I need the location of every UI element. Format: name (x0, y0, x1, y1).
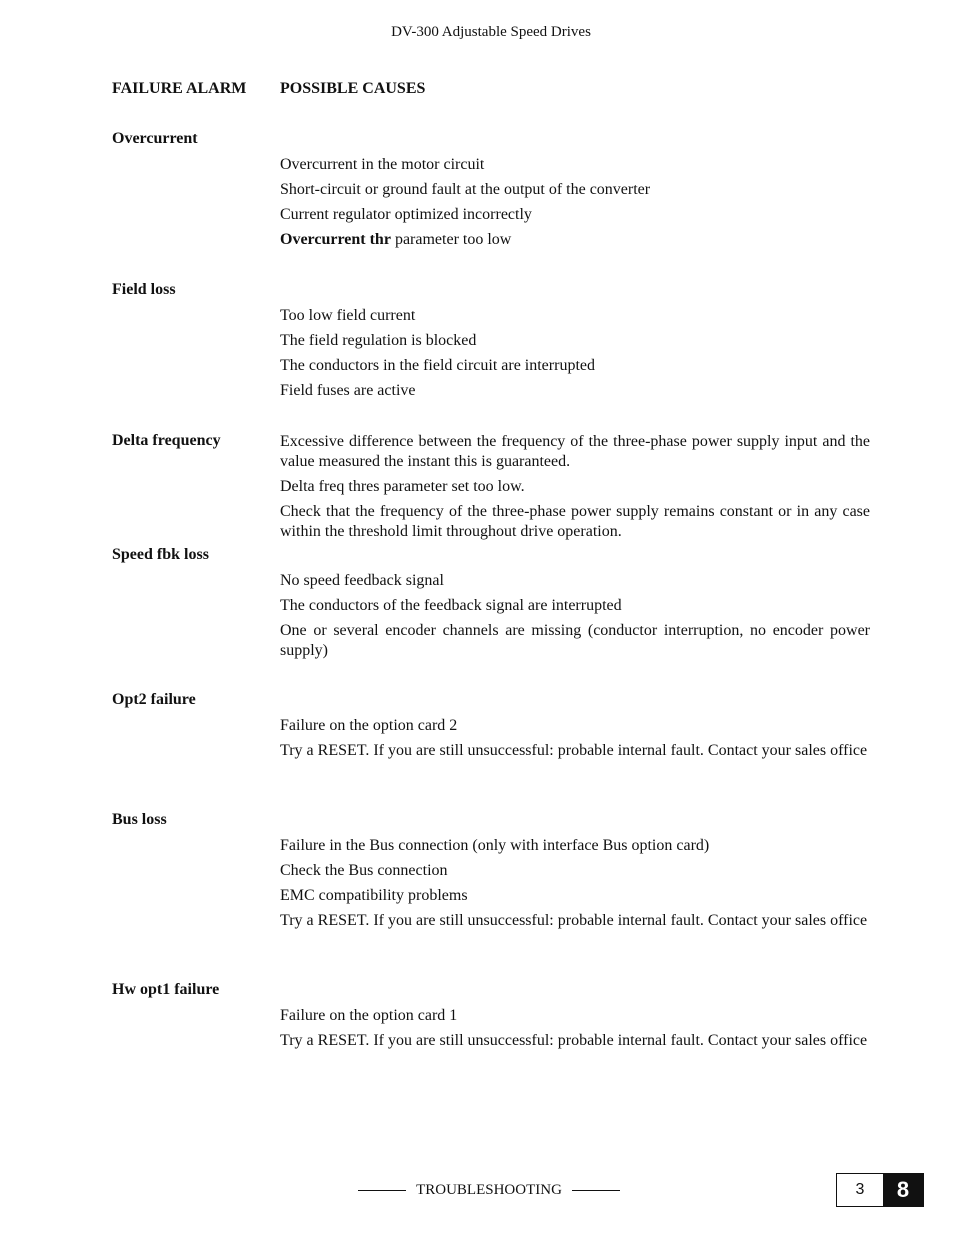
cause-item: Failure in the Bus connection (only with interface Bus option card) (280, 837, 710, 854)
cause-item: The conductors of the feedback signal are interrupted (280, 597, 622, 614)
alarm-name: Speed fbk loss (112, 546, 209, 563)
column-header-failure-alarm: FAILURE ALARM (112, 80, 247, 97)
alarm-name: Overcurrent (112, 130, 198, 147)
alarm-name: Bus loss (112, 811, 167, 828)
cause-list (280, 1006, 870, 1056)
cause-item: Overcurrent in the motor circuit (280, 156, 485, 173)
page-number: 3 (855, 1181, 865, 1198)
cause-list (280, 836, 870, 936)
cause-item: Failure on the option card 2 (280, 717, 458, 734)
page-header: DV-300 Adjustable Speed Drives (391, 24, 591, 40)
cause-item: Try a RESET. If you are still unsuccessful: probable internal fault. Contact your sales office (280, 1032, 868, 1049)
alarm-name: Opt2 failure (112, 691, 196, 708)
parameter-name: Overcurrent thr (280, 231, 391, 248)
alarm-name: Hw opt1 failure (112, 981, 220, 998)
cause-item: The field regulation is blocked (280, 332, 477, 349)
alarm-name: Field loss (112, 281, 176, 298)
cause-list (280, 155, 870, 255)
cause-list (280, 571, 870, 666)
cause-list (280, 306, 870, 406)
chapter-number: 8 (883, 1174, 923, 1206)
cause-item: Delta freq thres parameter set too low. (280, 478, 525, 495)
cause-item: EMC compatibility problems (280, 887, 468, 904)
page-number-box (836, 1173, 924, 1207)
cause-item: The conductors in the field circuit are interrupted (280, 357, 595, 374)
cause-list (280, 432, 870, 547)
cause-list (280, 716, 870, 766)
cause-item: Try a RESET. If you are still unsuccessful: probable internal fault. Contact your sales office (280, 742, 868, 759)
footer-section-title: TROUBLESHOOTING (416, 1182, 562, 1198)
cause-text: parameter too low (390, 231, 512, 248)
cause-item: Current regulator optimized incorrectly (280, 206, 532, 223)
cause-item: Field fuses are active (280, 382, 416, 399)
cause-item: Failure on the option card 1 (280, 1007, 458, 1024)
cause-item: Try a RESET. If you are still unsuccessful: probable internal fault. Contact your sales office (280, 912, 868, 929)
cause-item: Check the Bus connection (280, 862, 448, 879)
cause-item: No speed feedback signal (280, 572, 444, 589)
footer-rule-right (572, 1190, 620, 1191)
cause-item: Excessive difference between the frequency of the three-phase power supply input and the value measured the instant this is guaranteed. (280, 433, 870, 470)
page-footer (358, 1182, 620, 1199)
cause-item (280, 230, 870, 250)
alarm-name: Delta frequency (112, 432, 221, 449)
cause-item: Check that the frequency of the three-phase power supply remains constant or in any case within the threshold limit throughout drive operation. (280, 503, 870, 540)
column-header-possible-causes: POSSIBLE CAUSES (280, 80, 426, 97)
cause-item: Short-circuit or ground fault at the output of the converter (280, 181, 651, 198)
cause-item: One or several encoder channels are missing (conductor interruption, no encoder power supply) (280, 622, 870, 659)
footer-rule-left (358, 1190, 406, 1191)
cause-item: Too low field current (280, 307, 416, 324)
